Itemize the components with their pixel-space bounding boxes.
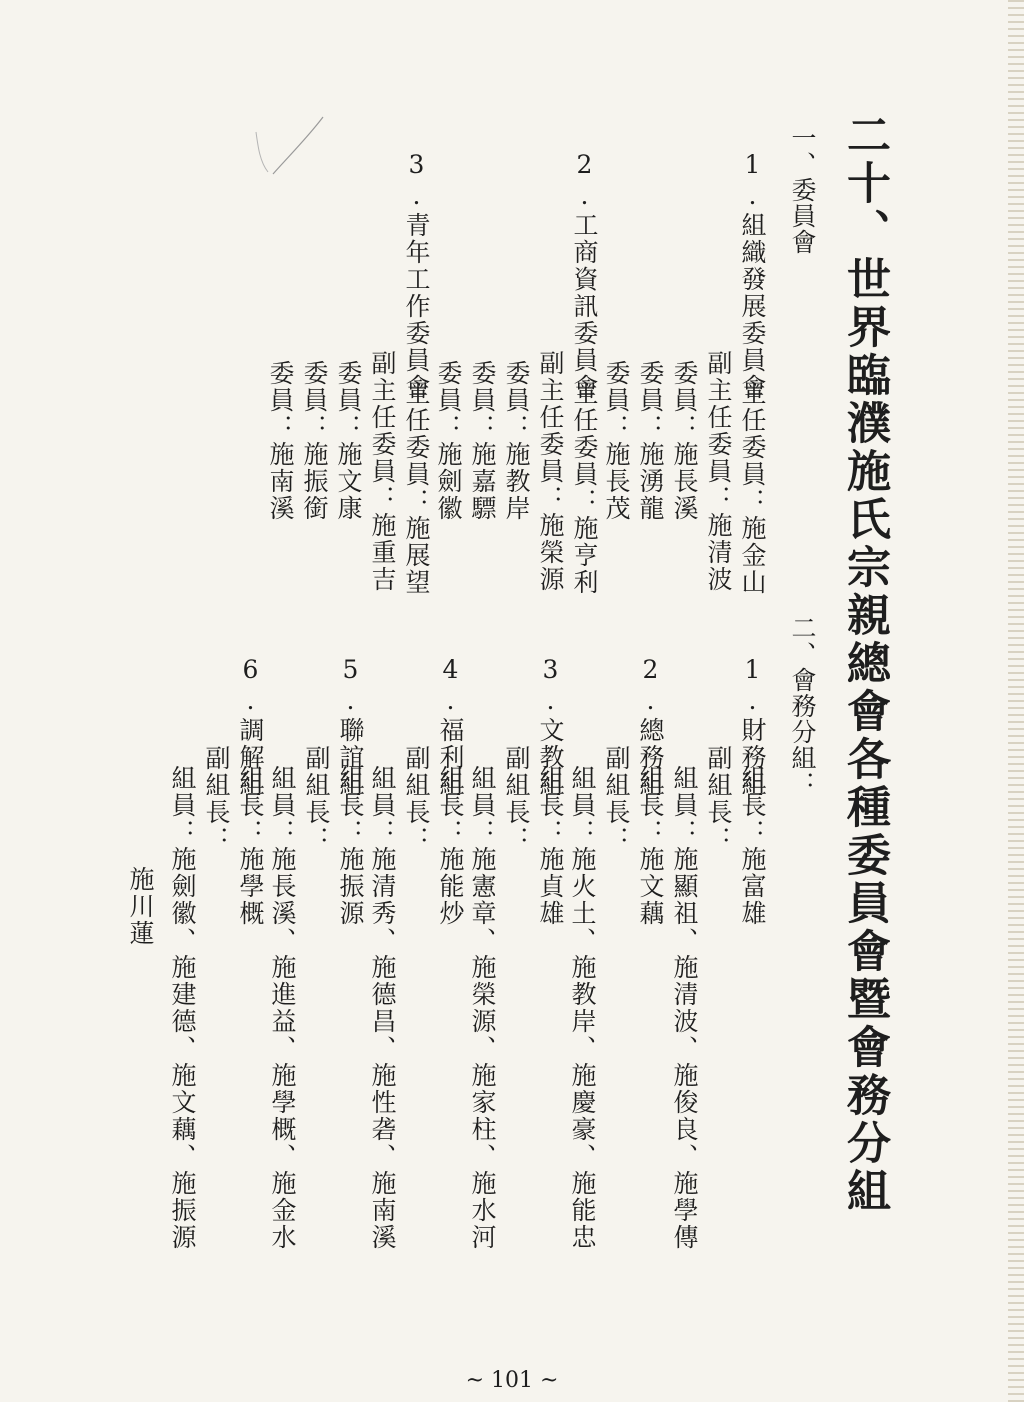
committees-heading: 一、委員會 [788,125,817,255]
committee-1-member: 主任委員：施金山 [738,380,767,596]
committee-3-member: 委員：施文康 [334,360,363,522]
committee-3-member: 委員：施南溪 [266,360,295,522]
page-title: 二十、世界臨濮施氏宗親總會各種委員會暨會務分組 [839,112,890,1216]
committee-2-name: 2.工商資訊委員會 [570,150,599,401]
binding-edge [1008,0,1024,1402]
committee-1-member: 副主任委員：施清波 [704,350,733,593]
task-group-6-name: 6.調解組 [236,655,265,798]
pen-mark [248,112,328,182]
committee-2-member: 委員：施劍徽 [434,360,463,522]
committee-3-member: 主任委員：施展望 [402,380,431,596]
task-group-6-leader: 組長：施學概 [236,765,265,927]
task-group-2-name: 2.總務組 [636,655,665,798]
committee-2-member: 委員：施嘉驃 [468,360,497,522]
task-group-1-deputy: 副組長： [704,745,733,853]
committee-3-member: 委員：施振銜 [300,360,329,522]
committee-1-member: 委員：施長溪 [670,360,699,522]
task-group-1-members: 組員：施顯祖、施清波、施俊良、施學傳 [670,765,699,1251]
task-group-1-leader: 組長：施富雄 [738,765,767,927]
committee-1-member: 委員：施湧龍 [636,360,665,522]
task-group-5-members: 組員：施長溪、施進益、施學概、施金水 [268,765,297,1251]
task-group-6-members: 組員：施劍徽、施建德、施文藕、施振源 [168,765,197,1251]
page-number: ~ 101 ~ [465,1368,559,1393]
committee-3-name: 3.青年工作委員會 [402,150,431,401]
committee-2-member: 委員：施教岸 [502,360,531,522]
committee-2-member: 副主任委員：施榮源 [536,350,565,593]
task-group-2-deputy: 副組長： [602,745,631,853]
task-groups-heading: 二、會務分組： [788,615,817,797]
committee-1-member: 委員：施長茂 [602,360,631,522]
task-group-2-leader: 組長：施文藕 [636,765,665,927]
task-group-5-leader: 組長：施振源 [336,765,365,927]
task-group-3-name: 3.文教組 [536,655,565,798]
task-group-6-deputy: 副組長： [202,745,231,853]
committee-1-name: 1.組織發展委員會 [738,150,767,401]
task-group-5-deputy: 副組長： [302,745,331,853]
committee-3-member: 副主任委員：施重吉 [368,350,397,593]
task-group-3-deputy: 副組長： [502,745,531,853]
task-group-4-leader: 組長：施能炒 [436,765,465,927]
task-group-1-name: 1.財務組 [738,655,767,798]
task-group-6-extra-member: 施川蓮 [126,866,155,947]
task-group-4-members: 組員：施清秀、施德昌、施性砻、施南溪 [368,765,397,1251]
committee-2-member: 主任委員：施亨利 [570,380,599,596]
task-group-3-leader: 組長：施貞雄 [536,765,565,927]
task-group-2-members: 組員：施火土、施教岸、施慶豪、施能忠 [568,765,597,1251]
task-group-4-deputy: 副組長： [402,745,431,853]
task-group-4-name: 4.福利組 [436,655,465,798]
task-group-3-members: 組員：施憲章、施榮源、施家柱、施水河 [468,765,497,1251]
task-group-5-name: 5.聯誼組 [336,655,365,798]
